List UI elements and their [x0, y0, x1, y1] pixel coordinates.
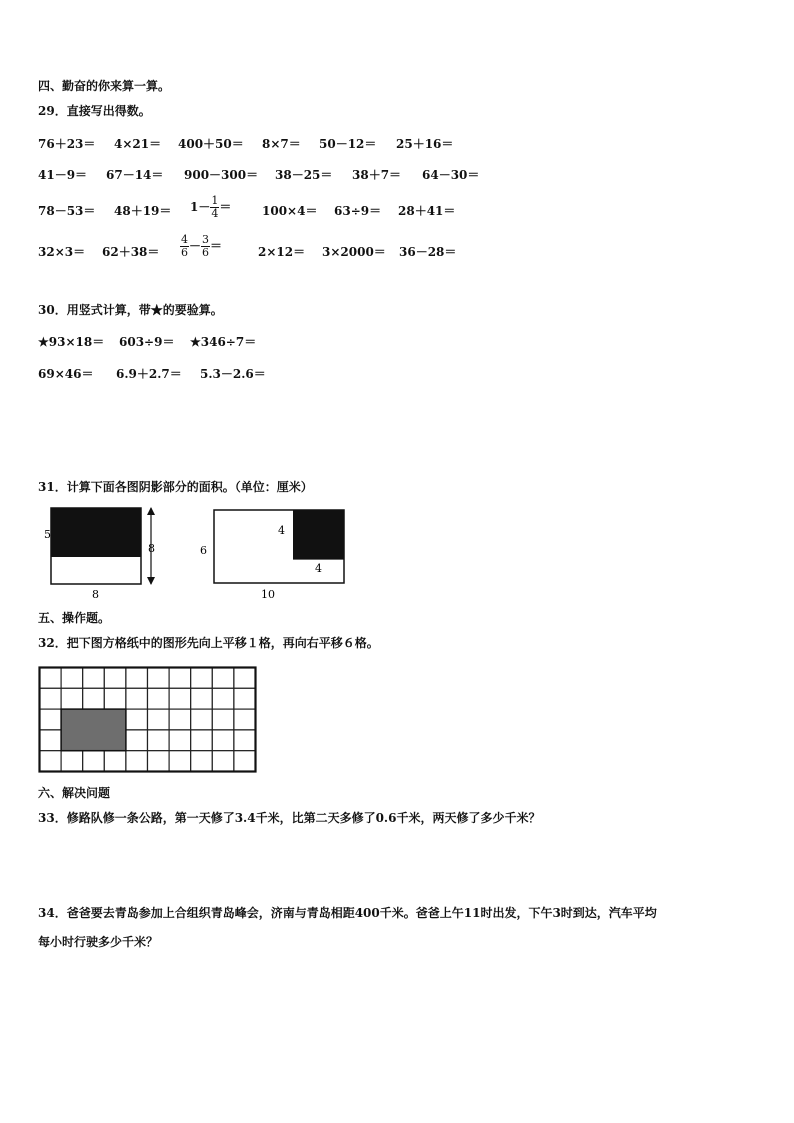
grid-cell — [61, 688, 83, 709]
fraction-denominator: 4 — [211, 207, 219, 220]
grid-cell — [212, 688, 234, 709]
q34-line-1: 34．爸爸要去青岛参加上合组织青岛峰会，济南与青岛相距400千米。爸爸上午11时出发，下午3时到达，汽车平均 — [38, 906, 657, 920]
q31-figure-2 — [192, 502, 352, 602]
q32-title: 32．把下图方格纸中的图形先向上平移１格，再向右平移６格。 — [38, 636, 379, 650]
q30-r2-item: 5.3－2.6＝ — [200, 367, 266, 381]
fraction — [180, 234, 189, 259]
q30-r2-item: 69×46＝ — [38, 367, 94, 381]
grid-cell — [40, 730, 62, 751]
q29-r1-item: 25＋16＝ — [396, 137, 454, 151]
fraction-denominator: 6 — [181, 246, 188, 259]
q29-r4-item: 32×3＝ — [38, 245, 86, 259]
grid-cell — [212, 668, 234, 689]
section-heading-6: 六、解决问题 — [38, 786, 111, 800]
grid-cell — [234, 688, 256, 709]
fraction-numerator: 4 — [181, 233, 188, 246]
q29-r3-fraction-expression — [190, 195, 231, 220]
q29-r3-item: 78－53＝ — [38, 204, 96, 218]
section-heading-5: 五、操作题。 — [38, 611, 111, 625]
grid-cell — [148, 730, 170, 751]
arrow-up-icon — [147, 507, 155, 515]
q29-r3-item: 63÷9＝ — [334, 204, 382, 218]
q29-row-2 — [38, 165, 498, 185]
q30-r1-item: 603÷9＝ — [119, 335, 175, 349]
grid-cell — [191, 709, 213, 730]
q30-r1-item: ★346÷7＝ — [190, 335, 257, 349]
grid-cell — [61, 668, 83, 689]
grid-cell — [148, 751, 170, 772]
equals-sign: ＝ — [210, 239, 223, 253]
grid-cell — [126, 709, 148, 730]
q29-r3-item: 48＋19＝ — [114, 204, 172, 218]
q29-r2-item: 900－300＝ — [184, 168, 259, 182]
grid-cell — [104, 688, 126, 709]
q29-r2-item: 38－25＝ — [275, 168, 333, 182]
grid-cell — [126, 730, 148, 751]
grid-cell — [148, 688, 170, 709]
grid-cell — [234, 709, 256, 730]
grid-cell — [234, 730, 256, 751]
grid-cell — [83, 688, 105, 709]
q29-r4-item: 36－28＝ — [399, 245, 457, 259]
q30-row-2 — [38, 364, 338, 384]
q29-r1-item: 76＋23＝ — [38, 137, 96, 151]
grid-cell — [169, 688, 191, 709]
q29-row-1 — [38, 134, 498, 154]
q29-r3-c-prefix: 1－ — [190, 200, 211, 214]
q29-r1-item: 4×21＝ — [114, 137, 162, 151]
q29-r2-item: 41－9＝ — [38, 168, 88, 182]
grid-cell — [169, 751, 191, 772]
q30-row-1 — [38, 332, 338, 352]
q29-r4-fraction-expression — [180, 234, 222, 259]
q33-title: 33．修路队修一条公路，第一天修了3.4千米，比第二天多修了0.6千米，两天修了多少千米？ — [38, 811, 541, 825]
q31-title: 31．计算下面各图阴影部分的面积。（单位：厘米） — [38, 480, 313, 494]
fraction-denominator: 6 — [202, 246, 210, 259]
grid-cell — [234, 751, 256, 772]
figure-1-left-label: 5 — [44, 528, 51, 541]
grid-cell — [212, 730, 234, 751]
q29-r3-c-suffix: ＝ — [219, 200, 232, 214]
grid-cell — [104, 668, 126, 689]
q29-r4-item: 3×2000＝ — [322, 245, 386, 259]
figure-2-inner-top-label: 4 — [278, 524, 285, 537]
q29-r3-item: 28＋41＝ — [398, 204, 456, 218]
q29-r2-item: 67－14＝ — [106, 168, 164, 182]
figure-1-right-label: 8 — [148, 542, 155, 555]
grid-cell — [83, 668, 105, 689]
q29-r1-item: 50－12＝ — [319, 137, 377, 151]
grid-cell — [126, 751, 148, 772]
q29-r4-item: 62＋38＝ — [102, 245, 160, 259]
q34-line-2: 每小时行驶多少千米？ — [38, 935, 159, 949]
figure-1-shaded-region — [51, 508, 141, 557]
grid-cell — [40, 709, 62, 730]
grid-cell — [191, 688, 213, 709]
q32-shaded-shape — [61, 709, 126, 751]
fraction-numerator: 1 — [211, 194, 219, 207]
grid-cell — [126, 688, 148, 709]
fraction — [210, 195, 219, 220]
grid-cell — [83, 751, 105, 772]
grid-cell — [148, 709, 170, 730]
section-heading-4: 四、勤奋的你来算一算。 — [38, 79, 171, 93]
grid-cell — [104, 751, 126, 772]
grid-cell — [191, 668, 213, 689]
q30-title: 30．用竖式计算，带★的要验算。 — [38, 303, 223, 317]
q29-r4-item: 2×12＝ — [258, 245, 306, 259]
q29-title: 29．直接写出得数。 — [38, 104, 151, 118]
figure-2-shaded-square — [293, 510, 344, 559]
q32-grid-paper — [38, 666, 260, 776]
grid-cell — [212, 709, 234, 730]
grid-cell — [169, 668, 191, 689]
grid-cell — [191, 751, 213, 772]
q31-figure-1 — [36, 502, 166, 602]
q30-r2-item: 6.9＋2.7＝ — [116, 367, 182, 381]
grid-cell — [169, 730, 191, 751]
minus-sign: － — [189, 239, 202, 253]
grid-cell — [191, 730, 213, 751]
grid-cell — [148, 668, 170, 689]
q29-r2-item: 38＋7＝ — [352, 168, 402, 182]
figure-1-bottom-label: 8 — [92, 588, 99, 601]
q29-row-3 — [38, 194, 498, 227]
grid-cell — [234, 668, 256, 689]
figure-2-inner-bottom-label: 4 — [315, 562, 322, 575]
grid-cell — [40, 688, 62, 709]
grid-cell — [126, 668, 148, 689]
fraction — [201, 234, 210, 259]
q29-r1-item: 400＋50＝ — [178, 137, 244, 151]
figure-2-left-label: 6 — [200, 544, 207, 557]
arrow-down-icon — [147, 577, 155, 585]
q29-r2-item: 64－30＝ — [422, 168, 480, 182]
grid-cell — [40, 668, 62, 689]
grid-cell — [61, 751, 83, 772]
q29-r3-item: 100×4＝ — [262, 204, 318, 218]
q29-r1-item: 8×7＝ — [262, 137, 301, 151]
fraction-numerator: 3 — [202, 233, 210, 246]
q29-row-4 — [38, 233, 498, 272]
q30-r1-item: ★93×18＝ — [38, 335, 105, 349]
grid-cell — [40, 751, 62, 772]
grid-cell — [212, 751, 234, 772]
grid-cell — [169, 709, 191, 730]
figure-2-bottom-label: 10 — [261, 588, 275, 601]
